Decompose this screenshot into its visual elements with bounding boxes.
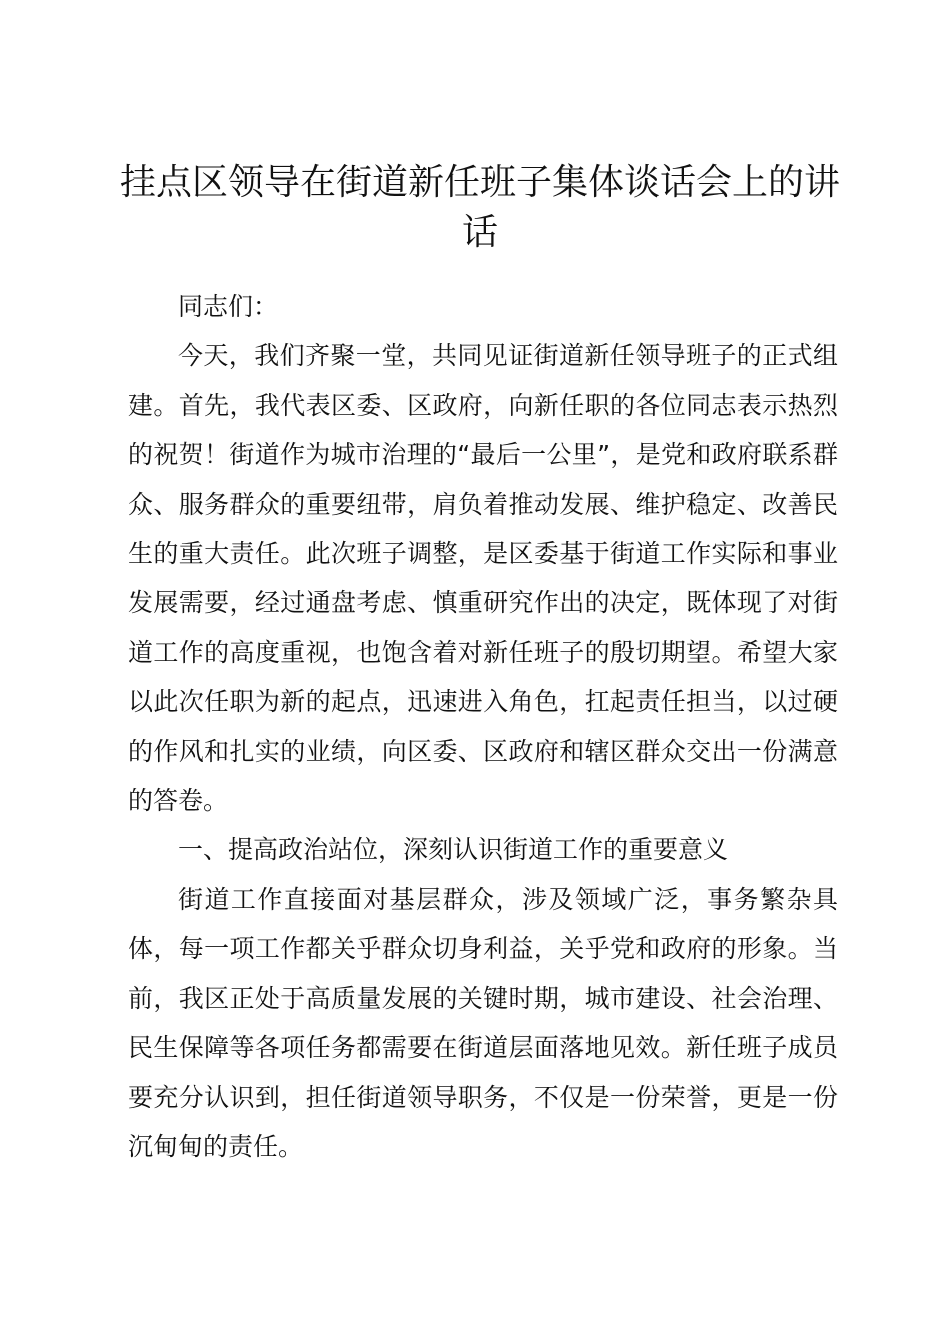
salutation: 同志们： [178,292,279,321]
section-paragraph: 街道工作直接面对基层群众，涉及领域广泛，事务繁杂具体，每一项工作都关乎群众切身利益，关乎党和政府的形象。当前，我区正处于高质量发展的关键时期，城市建设、社会治理、民生保障等各项任务都需要在街道层面落地见效。新任班子成员要充分认识到，担任街道领导职务，不仅是一份荣誉，更是一份沉甸甸的责任。 [128,884,838,1161]
body-paragraph: 今天，我们齐聚一堂，共同见证街道新任领导班子的正式组建。首先，我代表区委、区政府，向新任职的各位同志表示热烈的祝贺！街道作为城市治理的“最后一公里”，是党和政府联系群众、服务群众的重要纽带，肩负着推动发展、维护稳定、改善民生的重大责任。此次班子调整，是区委基于街道工作实际和事业发展需要，经过通盘考虑、慎重研究作出的决定，既体现了对街道工作的高度重视，也饱含着对新任班子的殷切期望。希望大家以此次任职为新的起点，迅速进入角色，扛起责任担当，以过硬的作风和扎实的业绩，向区委、区政府和辖区群众交出一份满意的答卷。 [128,341,838,816]
section-heading: 一、提高政治站位，深刻认识街道工作的重要意义 [178,835,729,865]
document-body [128,282,838,1171]
document-title: 挂点区领导在街道新任班子集体谈话会上的讲话 [120,162,841,253]
